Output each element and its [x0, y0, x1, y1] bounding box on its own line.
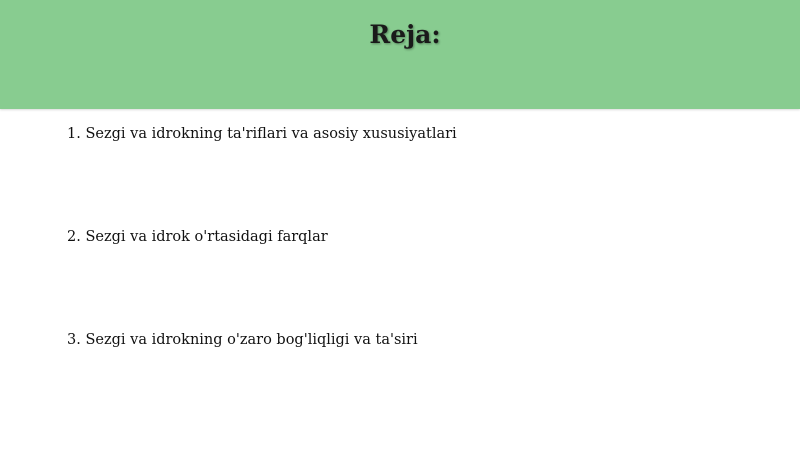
header-band: [0, 0, 800, 109]
plan-item-1: 1. Sezgi va idrokning ta'riflari va asosiy xususiyatlari: [67, 126, 457, 142]
slide-title: Reja:: [369, 20, 441, 49]
plan-item-3: 3. Sezgi va idrokning o'zaro bog'liqligi va ta'siri: [67, 332, 418, 348]
plan-item-2: 2. Sezgi va idrok o'rtasidagi farqlar: [67, 229, 328, 245]
